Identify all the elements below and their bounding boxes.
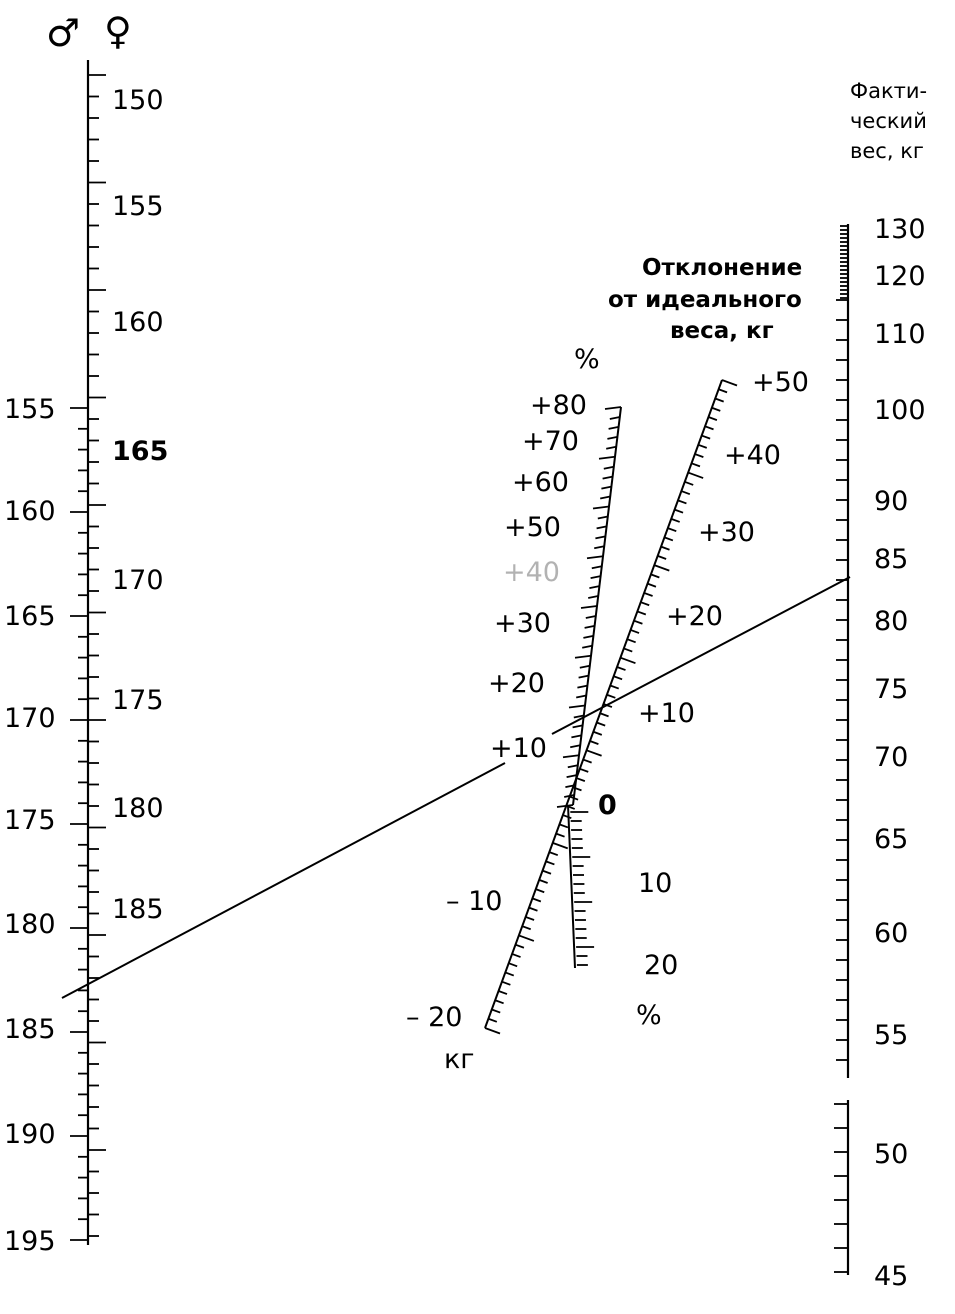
female-height-label: 180 — [112, 793, 164, 824]
percent-tick — [610, 417, 620, 419]
kg-tick — [553, 843, 568, 848]
kg-tick — [617, 667, 625, 670]
percent-tick — [585, 626, 595, 628]
kg-tick — [708, 417, 716, 420]
kg-tick — [678, 500, 686, 503]
kg-tick — [519, 935, 534, 940]
kg-tick — [627, 639, 635, 642]
kg-tick — [587, 750, 602, 755]
percent-tick — [573, 725, 583, 727]
percent-label: +30 — [494, 608, 551, 639]
weight-label: 70 — [874, 742, 909, 773]
weight-axis — [834, 79, 927, 1292]
kg-tick — [719, 389, 727, 392]
kg-tick — [712, 408, 720, 411]
percent-tick — [597, 526, 607, 528]
weight-minor-ticks — [834, 226, 848, 1272]
percent-tick — [593, 507, 609, 509]
kg-tick — [522, 926, 530, 929]
male-height-label: 170 — [4, 703, 56, 734]
male-height-label: 185 — [4, 1014, 56, 1045]
deviation-kg-title: веса, кг — [670, 318, 774, 344]
percent-label: +40 — [503, 557, 560, 588]
kg-tick — [631, 630, 639, 633]
kg-label: +30 — [698, 517, 755, 548]
weight-label: 130 — [874, 214, 926, 245]
percent-tick — [568, 765, 578, 767]
kg-label: – 20 — [406, 1002, 463, 1033]
percent-tick — [563, 755, 579, 757]
kg-tick — [681, 491, 689, 494]
weight-label: 45 — [874, 1261, 909, 1292]
kg-tick — [559, 824, 567, 827]
percent-tick — [575, 656, 591, 658]
kg-tick — [641, 602, 649, 605]
percent-tick — [589, 586, 599, 588]
female-height-label: 165 — [112, 436, 169, 467]
kg-tick — [654, 565, 669, 570]
percent-unit-top: % — [574, 344, 600, 375]
kg-tick — [607, 695, 615, 698]
kg-tick — [512, 954, 520, 957]
kg-tick — [644, 593, 652, 596]
kg-tick — [634, 621, 642, 624]
male-symbol: ♂ — [46, 11, 81, 55]
male-height-label: 175 — [4, 805, 56, 836]
percent-tick — [595, 536, 605, 538]
male-height-label: 190 — [4, 1119, 56, 1150]
kg-unit: кг — [444, 1044, 475, 1075]
weight-label: 90 — [874, 486, 909, 517]
kg-tick — [671, 519, 679, 522]
male-height-label: 160 — [4, 496, 56, 527]
kg-label: +10 — [638, 698, 695, 729]
male-height-label: 195 — [4, 1226, 56, 1257]
kg-tick — [593, 732, 601, 735]
percent-tick — [581, 606, 597, 608]
weight-label: 50 — [874, 1139, 909, 1170]
female-height-label: 185 — [112, 894, 164, 925]
kg-tick — [698, 445, 706, 448]
percent-tick — [599, 457, 615, 459]
percent-tick — [587, 556, 603, 558]
kg-tick — [576, 778, 584, 781]
kg-tick — [651, 574, 659, 577]
kg-tick — [695, 454, 703, 457]
kg-label: +40 — [724, 440, 781, 471]
kg-tick — [614, 676, 622, 679]
kg-tick — [526, 917, 534, 920]
kg-label: 0 — [598, 790, 617, 821]
kg-tick — [539, 880, 547, 883]
percent-tick — [579, 676, 589, 678]
kg-tick — [492, 1009, 500, 1012]
kg-tick — [546, 861, 554, 864]
male-height-label: 165 — [4, 601, 56, 632]
weight-label: 75 — [874, 674, 909, 705]
weight-label: 55 — [874, 1020, 909, 1051]
percent-tick — [598, 516, 608, 518]
kg-tick — [692, 463, 700, 466]
weight-axis-title: вес, кг — [850, 139, 924, 163]
female-height-labels — [112, 85, 168, 925]
percent-label: +60 — [512, 467, 569, 498]
male-height-label: 180 — [4, 909, 56, 940]
kg-tick — [543, 871, 551, 874]
weight-axis-title: Факти- — [850, 79, 928, 103]
weight-label: 120 — [874, 261, 926, 292]
female-height-label: 170 — [112, 565, 164, 596]
percent-tick — [603, 477, 613, 479]
kg-tick — [529, 908, 537, 911]
kg-tick — [580, 769, 588, 772]
kg-tick — [661, 547, 669, 550]
kg-tick — [590, 741, 598, 744]
weight-label: 65 — [874, 824, 909, 855]
kg-tick — [505, 972, 513, 975]
percent-unit-bottom: % — [636, 1000, 662, 1031]
kg-tick — [715, 399, 723, 402]
kg-tick — [620, 658, 635, 663]
weight-label: 100 — [874, 395, 926, 426]
percent-tick — [606, 447, 616, 449]
kg-tick — [637, 611, 645, 614]
kg-tick — [675, 510, 683, 513]
percent-label: 20 — [644, 950, 679, 981]
percent-label: +50 — [504, 512, 561, 543]
kg-tick — [685, 482, 693, 485]
percent-tick — [567, 775, 577, 777]
percent-label: +80 — [530, 390, 587, 421]
percent-tick — [609, 427, 619, 429]
kg-tick — [624, 648, 632, 651]
percent-tick — [605, 407, 621, 409]
female-height-label: 155 — [112, 191, 164, 222]
kg-tick — [509, 963, 517, 966]
percent-label: +70 — [522, 426, 579, 457]
kg-tick — [563, 815, 571, 818]
weight-label: 85 — [874, 544, 909, 575]
weight-label: 60 — [874, 918, 909, 949]
percent-tick — [588, 596, 598, 598]
deviation-percent-scale — [488, 344, 678, 1031]
female-symbol: ♀ — [104, 9, 132, 53]
deviation-kg-title: от идеального — [608, 287, 802, 313]
kg-label: +50 — [752, 367, 809, 398]
kg-tick — [502, 982, 510, 985]
percent-tick — [571, 735, 581, 737]
percent-tick — [570, 745, 580, 747]
kg-tick — [600, 713, 608, 716]
kg-tick — [668, 528, 676, 531]
kg-tick — [583, 760, 591, 763]
percent-label: 10 — [638, 868, 673, 899]
percent-tick — [601, 487, 611, 489]
percent-tick — [569, 706, 585, 708]
percent-tick — [604, 467, 614, 469]
kg-tick — [532, 898, 540, 901]
weight-label: 110 — [874, 319, 926, 350]
male-height-labels — [4, 394, 56, 1257]
kg-label: – 10 — [446, 886, 503, 917]
height-axis — [4, 60, 168, 1257]
kg-tick — [688, 473, 703, 478]
weight-labels — [874, 214, 926, 1292]
kg-tick — [536, 889, 544, 892]
percent-tick — [607, 437, 617, 439]
deviation-kg-title: Отклонение — [642, 255, 803, 281]
kg-tick — [495, 1000, 503, 1003]
percent-tick — [580, 666, 590, 668]
kg-tick — [488, 1019, 496, 1022]
percent-tick — [577, 686, 587, 688]
percent-tick — [583, 636, 593, 638]
kg-tick — [702, 436, 710, 439]
percent-tick — [591, 576, 601, 578]
kg-tick — [485, 1028, 500, 1033]
percent-tick — [600, 497, 610, 499]
female-height-label: 150 — [112, 85, 164, 116]
female-height-label: 160 — [112, 307, 164, 338]
kg-tick — [610, 685, 618, 688]
kg-tick — [515, 945, 523, 948]
percent-tick — [576, 696, 586, 698]
female-height-label: 175 — [112, 685, 164, 716]
percent-tick — [586, 616, 596, 618]
kg-tick — [597, 723, 605, 726]
kg-tick — [722, 380, 737, 385]
deviation-kg-scale — [406, 255, 809, 1075]
percent-tick — [594, 546, 604, 548]
percent-label: +20 — [488, 668, 545, 699]
percent-tick — [592, 566, 602, 568]
kg-tick — [705, 426, 713, 429]
male-height-label: 155 — [4, 394, 56, 425]
percent-label: +10 — [490, 733, 547, 764]
kg-tick — [658, 556, 666, 559]
kg-tick — [556, 834, 564, 837]
kg-tick — [664, 537, 672, 540]
kg-label: +20 — [666, 601, 723, 632]
kg-tick — [549, 852, 557, 855]
kg-tick — [648, 584, 656, 587]
kg-tick — [499, 991, 507, 994]
weight-axis-title: ческий — [850, 109, 927, 133]
percent-tick — [582, 646, 592, 648]
weight-label: 80 — [874, 606, 909, 637]
